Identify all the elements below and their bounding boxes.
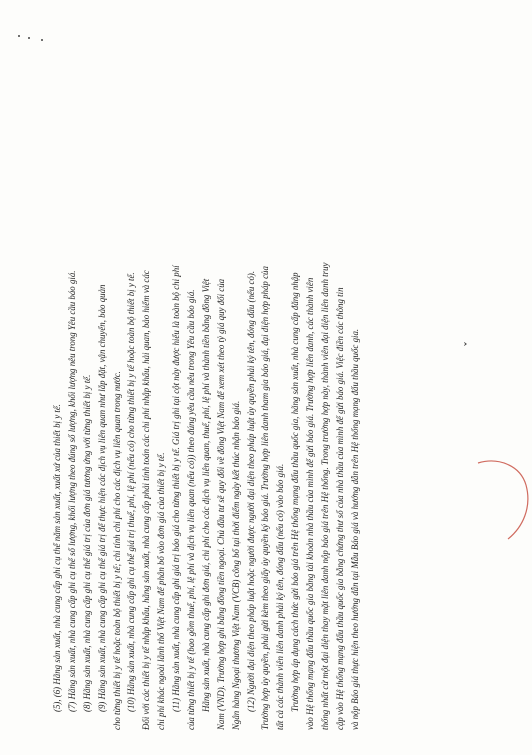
margin-mark: ˇ (463, 341, 477, 347)
text-line: (12) Người đại diện theo pháp luật hoặc người được người đại diện theo pháp luật ủy quyền phải ký tên, đóng dấu (nếu có). (245, 270, 256, 712)
text-line: (9) Hãng sản xuất, nhà cung cấp ghi cụ thể giá trị để thực hiện các dịch vụ liên quan như lắp đặt, vận chuyển, bảo quản (96, 284, 107, 712)
text-line: (8) Hãng sản xuất, nhà cung cấp ghi cụ thể giá trị của đơn giá tương ứng với từng thiết bị y tế. (81, 374, 92, 712)
text-line: (10) Hãng sản xuất, nhà cung cấp ghi cụ thể giá trị thuế, phí, lệ phí (nếu có) cho từng thiết bị y tế hoặc toàn bộ thiết bị y tế. (126, 272, 137, 712)
text-line: thống nhất cử một đại diện thay mặt liên danh nộp báo giá trên Hệ thống. Trong trường hợp này, thành viên đại diện liên danh truy (320, 262, 331, 730)
text-line: tất cả các thành viên liên danh phải ký tên, đóng dấu (nếu có) vào báo giá. (275, 463, 286, 730)
text-line: cập vào Hệ thống mạng đấu thầu quốc gia bằng chứng thư số của nhà thầu của mình để gửi báo giá. Việc điền các thông tin (334, 287, 345, 730)
red-ink-mark (468, 455, 532, 545)
text-line: (7) Hãng sản xuất, nhà cung cấp ghi cụ thể số lượng, khối lượng theo đúng số lượng, khối lượng nêu trong Yêu cầu báo giá. (66, 270, 77, 712)
text-line: Ngân hàng Ngoại thương Việt Nam (VCB) công bố tại thời điểm ngày kết thúc nhận báo giá. (230, 400, 241, 730)
text-line: Trường hợp ủy quyền, phải gửi kèm theo giấy ủy quyền ký báo giá. Trường hợp liên danh tham gia báo giá, đại diện hợp pháp của (260, 266, 271, 730)
scan-speck (18, 35, 20, 37)
text-line: (5), (6) Hãng sản xuất, nhà cung cấp ghi cụ thể năm sản xuất, xuất xứ của thiết bị y tế. (52, 403, 62, 712)
text-line: Hãng sản xuất, nhà cung cấp ghi đơn giá, chi phí cho các dịch vụ liên quan, thuế, phí, lệ phí và thành tiền bằng đồng Việt (200, 278, 211, 712)
text-line: (11) Hãng sản xuất, nhà cung cấp ghi giá trị báo giá cho từng thiết bị y tế. Giá trị ghi tại cột này được hiểu là toàn bộ chi phí (171, 265, 182, 712)
rotated-text-block (50, 30, 510, 730)
text-line: và nộp Báo giá thực hiện theo hướng dẫn tại Mẫu Báo giá và hướng dẫn trên Hệ thống mạng đấu thầu quốc gia. (349, 328, 360, 730)
text-line: Trường hợp áp dụng cách thức gửi báo giá trên Hệ thống mạng đấu thầu quốc gia, hãng sản xuất, nhà cung cấp đăng nhập (290, 272, 301, 712)
text-line: Nam (VND). Trường hợp ghi bằng đồng tiền ngoại. Chủ đầu tư sẽ quy đổi về đồng Việt Nam để xem xét theo tỷ giá quy đổi của (215, 278, 226, 730)
text-line: Đối với các thiết bị y tế nhập khẩu, hãng sản xuất, nhà cung cấp phải tính toán các chi phí nhập khẩu, hải quan, bảo hiểm và các (141, 270, 152, 730)
scan-speck (41, 39, 43, 41)
scan-speck (28, 37, 30, 39)
text-line: của từng thiết bị y tế (bao gồm thuế, phí, lệ phí và dịch vụ liên quan (nếu có)) theo đúng yêu cầu nêu trong Yêu cầu báo giá. (186, 289, 197, 730)
text-line: cho từng thiết bị y tế hoặc toàn bộ thiết bị y tế; chi tính chi phí cho các dịch vụ liên quan trong nước. (111, 371, 122, 730)
text-line: chi phí khác ngoài lãnh thổ Việt Nam để phân bổ vào đơn giá của thiết bị y tế. (156, 452, 167, 730)
text-line: vào Hệ thống mạng đấu thầu quốc gia bằng tài khoản nhà thầu của mình để gửi báo giá. Trường hợp liên danh, các thành viên (305, 277, 316, 730)
